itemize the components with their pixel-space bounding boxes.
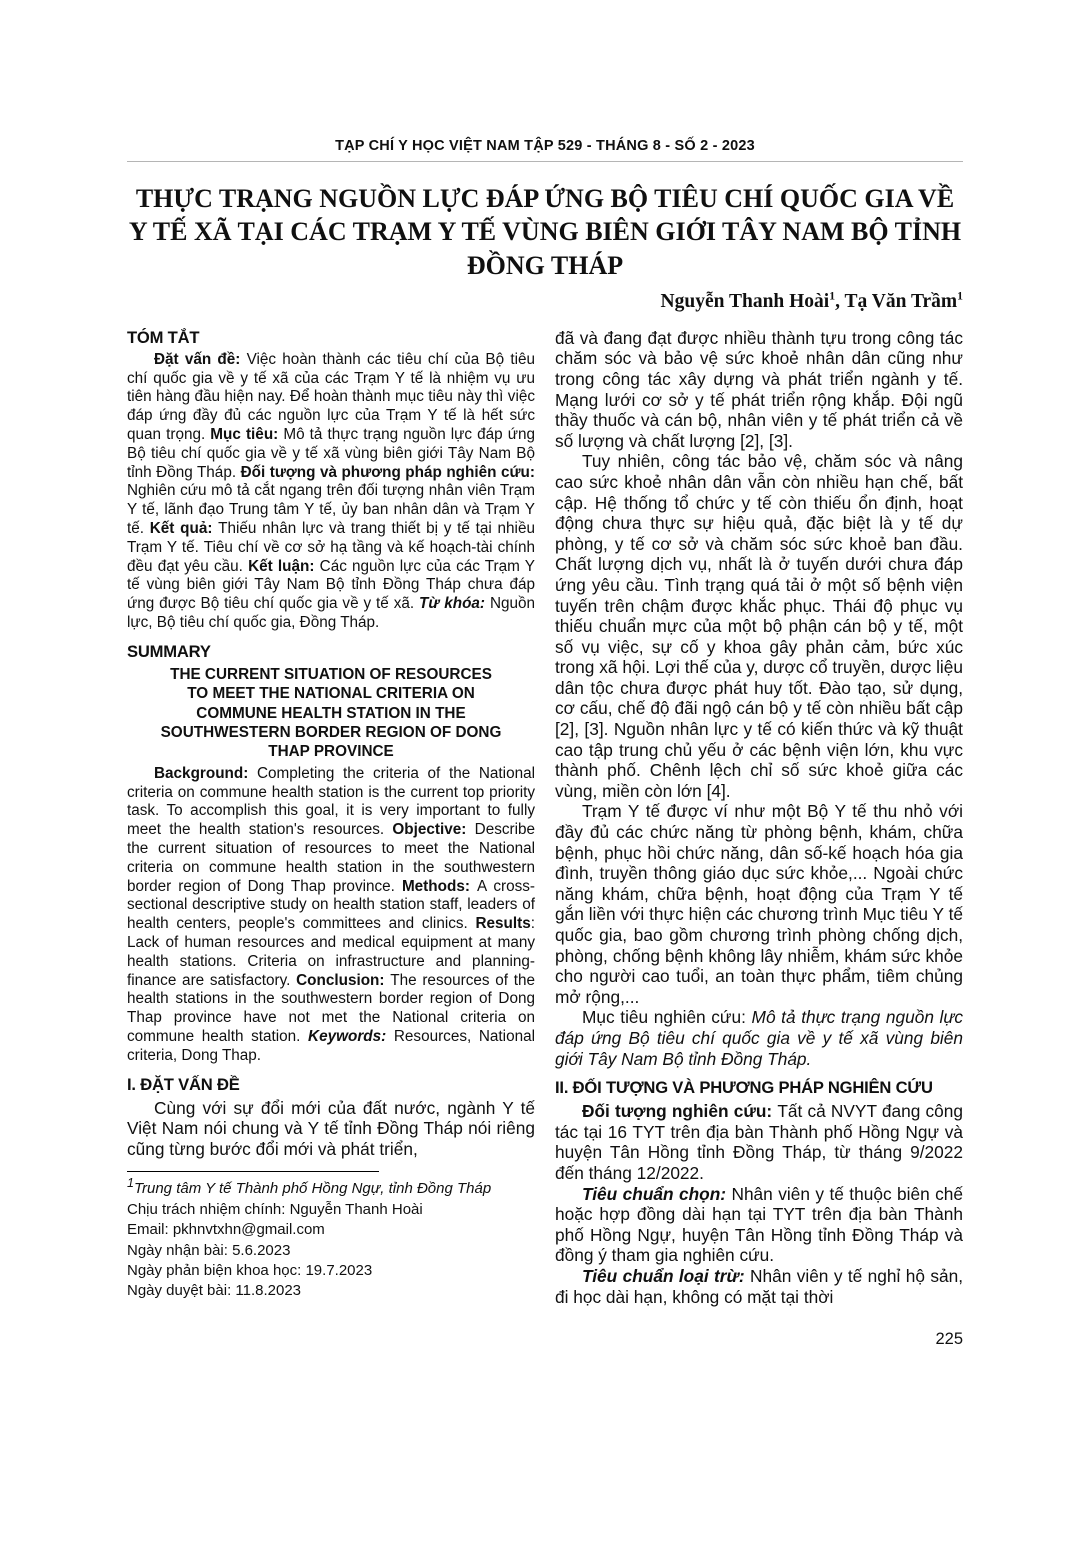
exclusion-criteria-paragraph: Tiêu chuẩn loại trừ: Nhân viên y tế nghỉ hộ sản, đi học dài hạn, không có mặt tại thời: [555, 1265, 963, 1307]
left-column: [127, 328, 535, 1307]
footnote-line-accepted-date: Ngày duyệt bài: 11.8.2023: [127, 1282, 302, 1300]
authors-line: Nguyễn Thanh Hoài$^1$, Tạ Văn Trầm$^1$: [660, 289, 963, 312]
study-subjects-paragraph: Đối tượng nghiên cứu: Tất cả NVYT đang công tác tại 16 TYT trên địa bàn Thành phố Hồng Ngự và huyện Tân Hồng tỉnh Đồng Tháp, từ tháng 9/2022 đến tháng 12/2022.: [555, 1101, 963, 1183]
journal-header-line: TẠP CHÍ Y HỌC VIỆT NAM TẬP 529 - THÁNG 8 - SỐ 2 - 2023: [127, 138, 963, 162]
page-number: 225: [935, 1330, 963, 1348]
research-objective-paragraph: Mục tiêu nghiên cứu: Mô tả thực trạng nguồn lực đáp ứng Bộ tiêu chí quốc gia về y tế xã vùng biên giới Tây Nam Bộ tỉnh Đồng Tháp.: [555, 1007, 963, 1069]
article-title: THỰC TRẠNG NGUỒN LỰC ĐÁP ỨNG BỘ TIÊU CHÍ QUỐC GIA VỀ Y TẾ XÃ TẠI CÁC TRẠM Y TẾ VÙNG BIÊN GIỚI TÂY NAM BỘ TỈNH ĐỒNG THÁP: [128, 184, 962, 280]
footnote-line-received-date: Ngày nhận bài: 5.6.2023: [127, 1241, 291, 1259]
abstract-paragraph: Đặt vấn đề: Việc hoàn thành các tiêu chí của Bộ tiêu chí quốc gia về y tế xã của các Trạm Y tế là nhiệm vụ ưu tiên hàng đầu hiện nay. Để hoàn thành mục tiêu này thì việc đáp ứng đầy đủ các nguồn lực của Trạm Y tế là hết sức quan trọng. Mục tiêu: Mô tả thực trạng nguồn lực đáp ứng Bộ tiêu chí quốc gia về y tế xã vùng biên giới Tây Nam Bộ tỉnh Đồng Tháp. Đối tượng và phương pháp nghiên cứu: Nghiên cứu mô tả cắt ngang trên đối tượng nhân viên Trạm Y tế, lãnh đạo Trung tâm Y tế, ủy ban nhân dân và Trạm Y tế. Kết quả: Thiếu nhân lực và trang thiết bị y tế tại nhiều Trạm Y tế. Tiêu chí về cơ sở hạ tầng và kế hoạch-tài chính đều đạt yêu cầu. Kết luận: Các nguồn lực của các Trạm Y tế vùng biên giới Tây Nam Bộ tỉnh Đồng Tháp chưa đáp ứng được Bộ tiêu chí quốc gia về y tế xã. Từ khóa: Nguồn lực, Bộ tiêu chí quốc gia, Đồng Tháp.: [127, 350, 536, 631]
summary-paragraph: Background: Completing the criteria of the National criteria on commune health station is the current top priority task. To accomplish this goal, it is very important to fully meet the health station's resources. Objective: Describe the current situation of resources to meet the National criteria on commune health station in the southwestern border region of Dong Thap province. Methods: A cross-sectional descriptive study on health station staff, leaders of health centers, people's committees and clinics. Results: Lack of human resources and medical equipment at many health stations. Criteria on infrastructure and planning-finance are satisfactory. Conclusion: The resources of the health stations in the southwestern border region of Dong Thap province have not met the National criteria on commune health station. Keywords: Resources, National criteria, Dong Thap.: [127, 764, 535, 1064]
footnote-affiliation: $^1$Trung tâm Y tế Thành phố Hồng Ngự, tỉnh Đồng Tháp: [127, 1176, 492, 1198]
right-column: [555, 328, 963, 1307]
body-paragraph-3: Trạm Y tế được ví như một Bộ Y tế thu nhỏ với đầy đủ các chức năng từ phòng bệnh, khám, chữa bệnh, phục hồi chức năng, dân số-kế hoạch hóa gia đình, truyền thông giáo dục sức khỏe,... Ngoài chức năng khám, chữa bệnh, hoạt động của Trạm Y tế gắn liền với thực hiện các chương trình Mục tiêu Y tế quốc gia, bao gồm chương trình phòng chống dịch, phòng, chống bệnh không lây nhiễm, khám sức khỏe cho người cao tuổi, an toàn thực phẩm, tiêm chủng mở rộng,...: [555, 801, 963, 1007]
footnote-line-review-date: Ngày phản biện khoa học: 19.7.2023: [127, 1261, 373, 1279]
body-paragraph-2: Tuy nhiên, công tác bảo vệ, chăm sóc và nâng cao sức khoẻ nhân dân vẫn còn nhiều hạn chế, bất cập. Hệ thống tổ chức y tế còn thiếu ổn định, hoạt động chưa thực sự hiệu quả, đặc biệt là y tế dự phòng, y tế cơ sở và chăm sóc sức khoẻ ban đầu. Chất lượng dịch vụ, nhất là ở tuyến dưới chưa đáp ứng yêu cầu. Tình trạng quá tải ở một số bệnh viện tuyến trên chậm được khắc phục. Thái độ phục vụ thiếu chuẩn mực của một bộ phận cán bộ y tế, một số vụ việc, sự cố y khoa gây phản cảm, bức xúc trong xã hội. Lợi thế của y, dược cổ truyền, dược liệu dân tộc chưa được phát huy tốt. Đào tạo, sử dụng, cơ cấu, chế độ đãi ngộ cán bộ y tế còn nhiều bất cập [2], [3]. Nguồn nhân lực y tế có kiến thức và kỹ thuật cao tập trung chủ yếu ở các bệnh viện lớn, khu vực thành phố. Chênh lệch chỉ số sức khoẻ giữa các vùng, miền còn lớn [4].: [555, 451, 963, 801]
section-1-heading: I. ĐẶT VẤN ĐỀ: [127, 1074, 240, 1094]
abstract-heading: TÓM TẮT: [127, 327, 200, 347]
summary-heading: SUMMARY: [127, 641, 211, 661]
footnote-line-responsible: Chịu trách nhiệm chính: Nguyễn Thanh Hoài: [127, 1200, 423, 1218]
body-paragraph-1: đã và đang đạt được nhiều thành tựu trong công tác chăm sóc và bảo vệ sức khoẻ nhân dân cũng như trong công tác xây dựng và phát triển ngành y tế. Mạng lưới cơ sở y tế phát triển rộng khắp. Đội ngũ thầy thuốc và cán bộ, nhân viên y tế phát triển cả về số lượng và chất lượng [2], [3].: [555, 327, 963, 451]
footnote-divider: [127, 1171, 379, 1172]
introduction-paragraph: Cùng với sự đổi mới của đất nước, ngành Y tế Việt Nam nói chung và Y tế tỉnh Đồng Tháp nói riêng cũng từng bước đổi mới và phát triển,: [127, 1097, 535, 1159]
inclusion-criteria-paragraph: Tiêu chuẩn chọn: Nhân viên y tế thuộc biên chế hoặc hợp đồng dài hạn tại TYT trên địa bàn Thành phố Hồng Ngự, huyện Tân Hồng tỉnh Đồng Tháp và đồng ý tham gia nghiên cứu.: [555, 1183, 963, 1266]
summary-title: THE CURRENT SITUATION OF RESOURCES TO MEET THE NATIONAL CRITERIA ON COMMUNE HEALTH STATION IN THE SOUTHWESTERN BORDER REGION OF DONG THAP PROVINCE: [160, 665, 502, 761]
footnote-line-email: Email: pkhnvtxhn@gmail.com: [127, 1221, 325, 1239]
two-column-layout: [127, 328, 963, 1307]
footnote-block: [127, 1171, 535, 1301]
section-2-heading: II. ĐỐI TƯỢNG VÀ PHƯƠNG PHÁP NGHIÊN CỨU: [555, 1078, 933, 1098]
